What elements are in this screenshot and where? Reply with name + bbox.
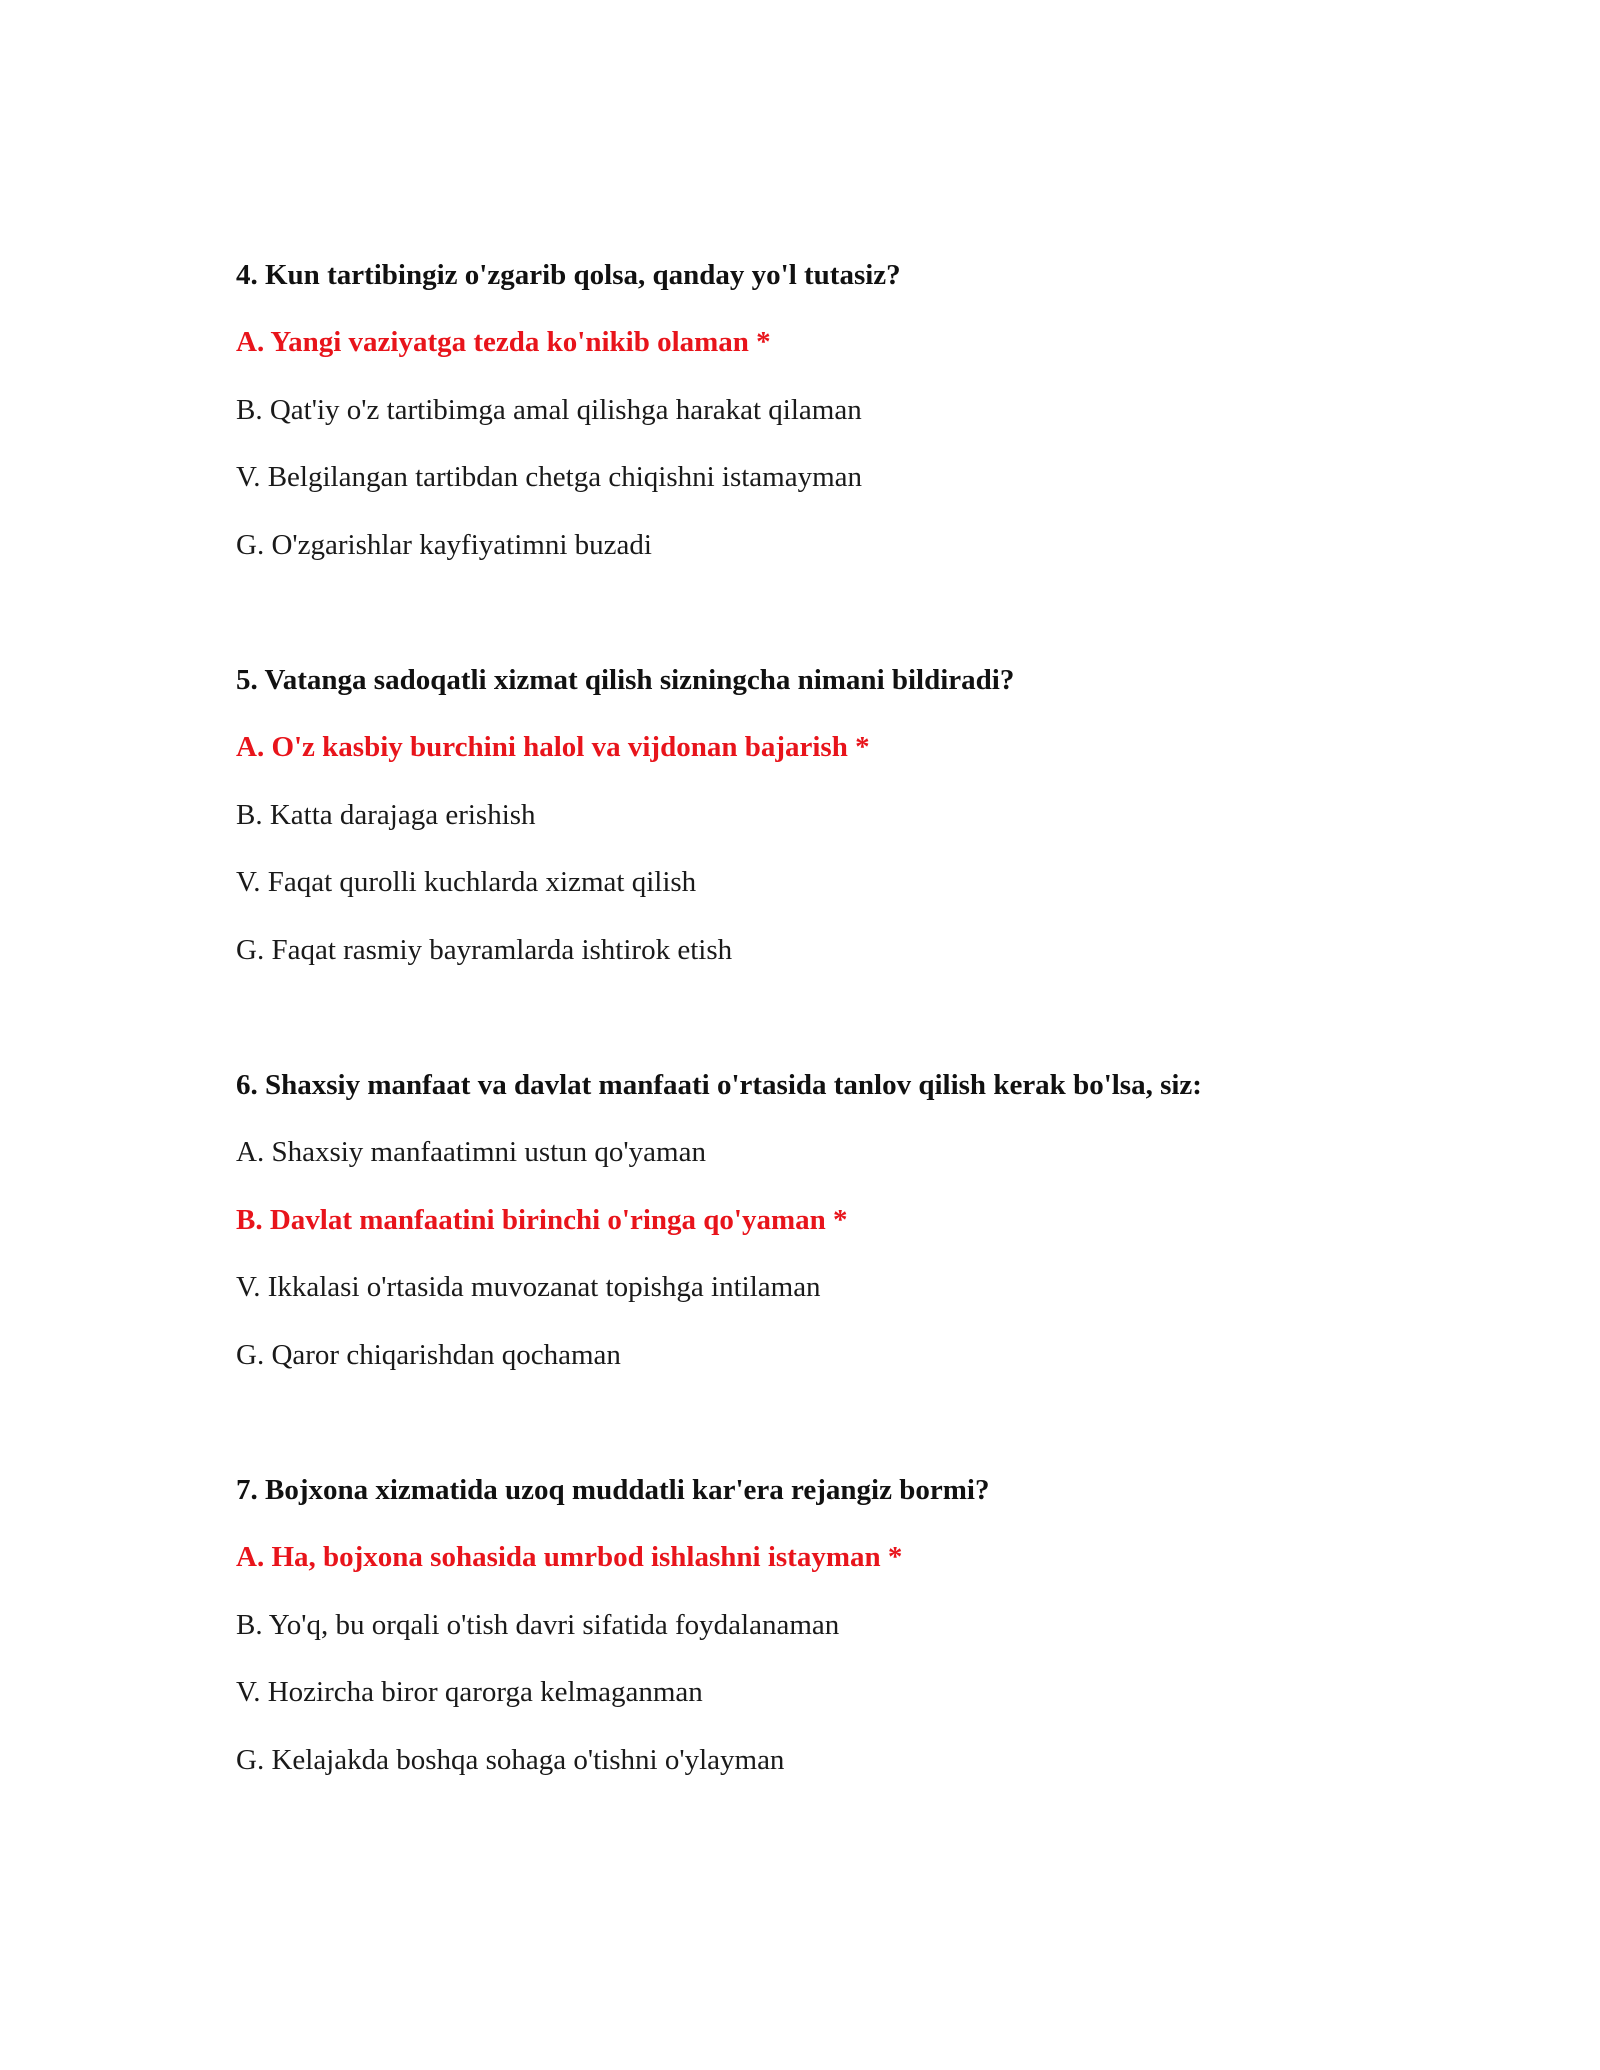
answer-option: V. Faqat qurolli kuchlarda xizmat qilish	[236, 866, 697, 898]
answer-option-correct: B. Davlat manfaatini birinchi o'ringa qo'yaman *	[236, 1204, 848, 1236]
answer-option: V. Belgilangan tartibdan chetga chiqishni istamayman	[236, 461, 863, 493]
answer-option: G. Faqat rasmiy bayramlarda ishtirok etish	[236, 934, 733, 966]
answer-option-correct: A. O'z kasbiy burchini halol va vijdonan bajarish *	[236, 731, 870, 763]
answer-option-correct: A. Yangi vaziyatga tezda ko'nikib olaman *	[236, 326, 771, 358]
answer-option: A. Shaxsiy manfaatimni ustun qo'yaman	[236, 1136, 706, 1168]
answer-option: B. Katta darajaga erishish	[236, 799, 536, 831]
answer-option: B. Qat'iy o'z tartibimga amal qilishga harakat qilaman	[236, 394, 862, 426]
answer-option: V. Hozircha biror qarorga kelmaganman	[236, 1676, 703, 1708]
question-title: 6. Shaxsiy manfaat va davlat manfaati o'rtasida tanlov qilish kerak bo'lsa, siz:	[236, 1069, 1202, 1101]
question-title: 4. Kun tartibingiz o'zgarib qolsa, qanday yo'l tutasiz?	[236, 259, 901, 291]
answer-option: B. Yo'q, bu orqali o'tish davri sifatida foydalanaman	[236, 1609, 840, 1641]
answer-option: V. Ikkalasi o'rtasida muvozanat topishga intilaman	[236, 1271, 821, 1303]
answer-option: G. Kelajakda boshqa sohaga o'tishni o'ylayman	[236, 1744, 785, 1776]
question-title: 7. Bojxona xizmatida uzoq muddatli kar'era rejangiz bormi?	[236, 1474, 990, 1506]
answer-option: G. Qaror chiqarishdan qochaman	[236, 1339, 621, 1371]
question-title: 5. Vatanga sadoqatli xizmat qilish sizningcha nimani bildiradi?	[236, 664, 1015, 696]
answer-option-correct: A. Ha, bojxona sohasida umrbod ishlashni istayman *	[236, 1541, 903, 1573]
answer-option: G. O'zgarishlar kayfiyatimni buzadi	[236, 529, 652, 561]
